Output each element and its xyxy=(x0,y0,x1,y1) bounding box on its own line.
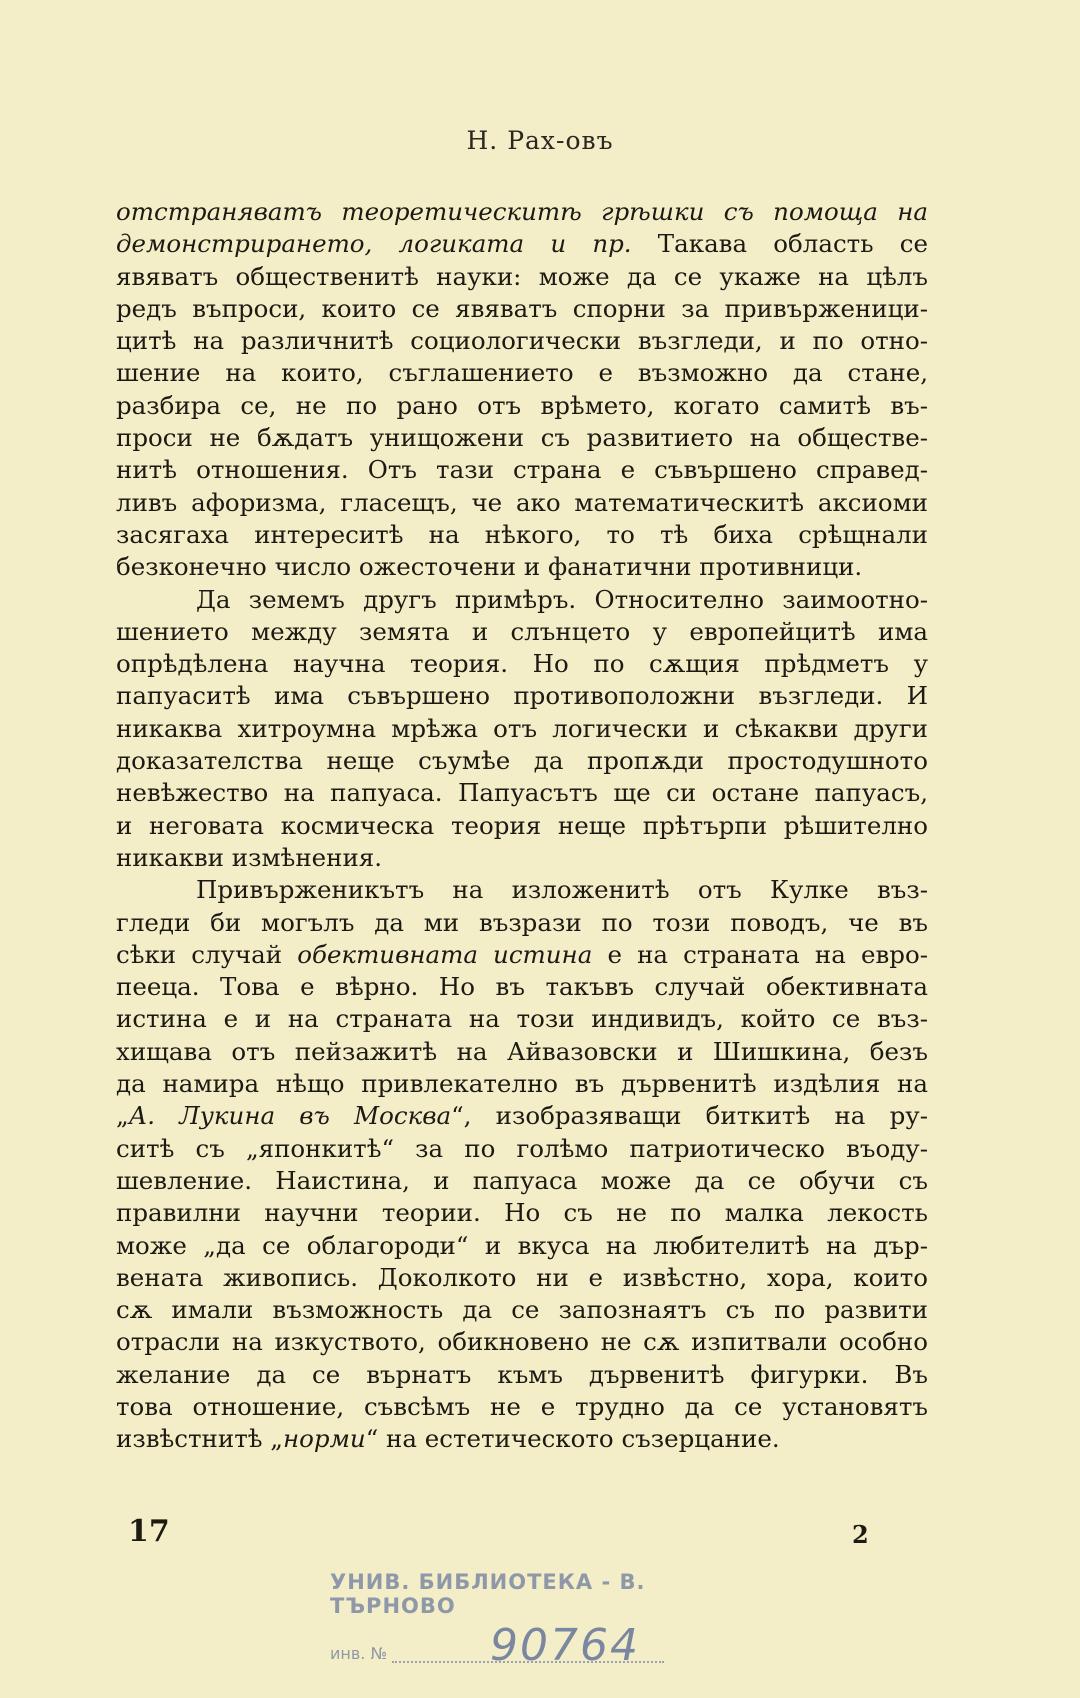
text-segment: и неговата космическа теория неще прѣтърпи рѣшително xyxy=(116,810,928,840)
text-segment: невѣжество на папуаса. Папуасътъ ще си остане папуасъ, xyxy=(116,778,928,808)
text-segment: проси не бѫдатъ унищожени съ развитието на обществе- xyxy=(116,423,928,453)
text-segment: шението между земята и слънцето у европейцитѣ има xyxy=(116,616,928,646)
text-line xyxy=(116,1068,928,1100)
text-line xyxy=(116,1003,928,1035)
text-segment: желание да се върнатъ къмъ дървенитѣ фигурки. Въ xyxy=(116,1359,928,1389)
text-segment: шение на които, съглашението е възможно да стане, xyxy=(116,358,928,388)
text-line xyxy=(116,584,928,616)
text-segment: хищава отъ пейзажитѣ на Айвазовски и Шишкина, безъ xyxy=(116,1036,928,1066)
stamp-title: УНИВ. БИБЛИОТЕКА - В. ТЪРНОВО xyxy=(330,1570,646,1618)
text-line xyxy=(116,907,928,939)
text-line xyxy=(116,551,928,583)
text-line xyxy=(116,1133,928,1165)
text-line xyxy=(116,1197,928,1229)
library-stamp xyxy=(330,1570,750,1670)
text-line xyxy=(116,1036,928,1068)
text-line xyxy=(116,1326,928,1358)
text-segment: засягаха интереситѣ на нѣкого, то тѣ биха срѣщнали xyxy=(116,519,928,549)
text-segment: ливъ афоризма, гласещъ, че ако математическитѣ аксиоми xyxy=(116,487,928,517)
text-segment: това отношение, съвсѣмъ не е трудно да се установятъ xyxy=(116,1391,928,1421)
text-segment: истина е и на страната на този индивидъ, който се въз- xyxy=(116,1004,928,1034)
text-line xyxy=(116,196,928,228)
text-segment: сѣки случай xyxy=(116,939,298,969)
text-line xyxy=(116,454,928,486)
text-line xyxy=(116,842,928,874)
text-segment: папуаситѣ има съвършено противоположни възгледи. И xyxy=(116,681,928,711)
text-line xyxy=(116,325,928,357)
text-line xyxy=(116,648,928,680)
text-line xyxy=(116,519,928,551)
text-segment: явяватъ общественитѣ науки: може да се укаже на цѣлъ xyxy=(116,261,928,291)
text-line xyxy=(116,1423,928,1455)
text-segment: разбира се, не по рано отъ врѣмето, когато самитѣ въ- xyxy=(116,390,928,420)
text-segment: опрѣдѣлена научна теория. Но по сѫщия прѣдметъ у xyxy=(116,649,928,679)
text-line xyxy=(116,939,928,971)
text-segment: Да земемъ другъ примѣръ. Относително заимоотно- xyxy=(196,584,928,614)
text-segment: извѣстнитѣ „ xyxy=(116,1424,284,1454)
italic-segment: норми xyxy=(283,1424,366,1454)
inventory-number: 90764 xyxy=(490,1620,640,1671)
text-line xyxy=(116,422,928,454)
signature-mark: 17 xyxy=(128,1514,170,1549)
text-line xyxy=(116,1294,928,1326)
text-segment: никаква хитроумна мрѣжа отъ логически и сѣкакви други xyxy=(116,713,928,743)
running-head: Н. Рах-овъ xyxy=(466,126,614,155)
text-segment: доказателства неще съумѣе да пропѫди простодушното xyxy=(116,746,928,776)
text-line xyxy=(116,1262,928,1294)
text-line xyxy=(116,616,928,648)
text-segment: правилни научни теории. Но съ не по малка лекость xyxy=(116,1198,928,1228)
text-line xyxy=(116,228,928,260)
text-segment: “, изобразяващи биткитѣ на ру- xyxy=(451,1101,928,1131)
text-line xyxy=(116,713,928,745)
text-segment: редъ въпроси, които се явяватъ спорни за привърженици- xyxy=(116,293,928,323)
text-line xyxy=(116,1230,928,1262)
text-line xyxy=(116,680,928,712)
text-segment: е на страната на евро- xyxy=(592,939,928,969)
italic-segment: отстраняватъ теоретическитѣ грѣшки съ помоща на xyxy=(116,197,928,226)
text-segment: “ на естетическото съзерцание. xyxy=(365,1424,780,1454)
italic-segment: обективната истина xyxy=(297,939,593,969)
text-segment: Привърженикътъ на изложенитѣ отъ Кулке въз- xyxy=(196,875,928,905)
text-segment: нитѣ отношения. Отъ тази страна е съвършено справед- xyxy=(116,455,928,485)
text-line xyxy=(116,1359,928,1391)
text-line xyxy=(116,971,928,1003)
body-text xyxy=(116,196,928,1456)
text-line xyxy=(116,777,928,809)
text-line xyxy=(116,1100,928,1132)
text-segment: безконечно число ожесточени и фанатични противници. xyxy=(116,552,863,582)
italic-segment: А. Лукина въ Москва xyxy=(128,1101,452,1131)
text-segment: да намира нѣщо привлекателно въ дървенитѣ издѣлия на xyxy=(116,1069,928,1099)
text-segment: пееца. Това е вѣрно. Но въ такъвъ случай обективната xyxy=(116,972,928,1002)
text-line xyxy=(116,293,928,325)
text-line xyxy=(116,874,928,906)
text-line xyxy=(116,1391,928,1423)
text-segment: „ xyxy=(116,1101,129,1131)
text-segment: гледи би могълъ да ми възрази по този поводъ, че въ xyxy=(116,907,928,937)
text-line xyxy=(116,390,928,422)
text-line xyxy=(116,810,928,842)
stamp-inventory xyxy=(330,1620,750,1671)
text-line xyxy=(116,357,928,389)
text-line xyxy=(116,1165,928,1197)
text-segment: цитѣ на различнитѣ социологически възгледи, и по отно- xyxy=(116,326,928,356)
inventory-label: инв. № xyxy=(330,1644,388,1663)
text-segment: Такава область се xyxy=(631,229,928,259)
italic-segment: демонстрирането, логиката и пр. xyxy=(116,229,632,259)
sheet-number: 2 xyxy=(852,1520,869,1549)
text-line xyxy=(116,487,928,519)
text-segment: шевление. Наистина, и папуаса може да се обучи съ xyxy=(116,1165,928,1195)
text-segment: отрасли на изкуството, обикновено не сѫ изпитвали особно xyxy=(116,1327,928,1357)
text-segment: може „да се облагороди“ и вкуса на любителитѣ на дър- xyxy=(116,1230,928,1260)
text-segment: вената живопись. Доколкото ни е извѣстно, хора, които xyxy=(116,1262,928,1292)
text-segment: сѫ имали възможность да се запознаятъ съ по развити xyxy=(116,1295,928,1325)
text-segment: ситѣ съ „японкитѣ“ за по голѣмо патриотическо въоду- xyxy=(116,1133,928,1163)
text-line xyxy=(116,745,928,777)
text-segment: никакви измѣнения. xyxy=(116,842,383,872)
text-line xyxy=(116,261,928,293)
